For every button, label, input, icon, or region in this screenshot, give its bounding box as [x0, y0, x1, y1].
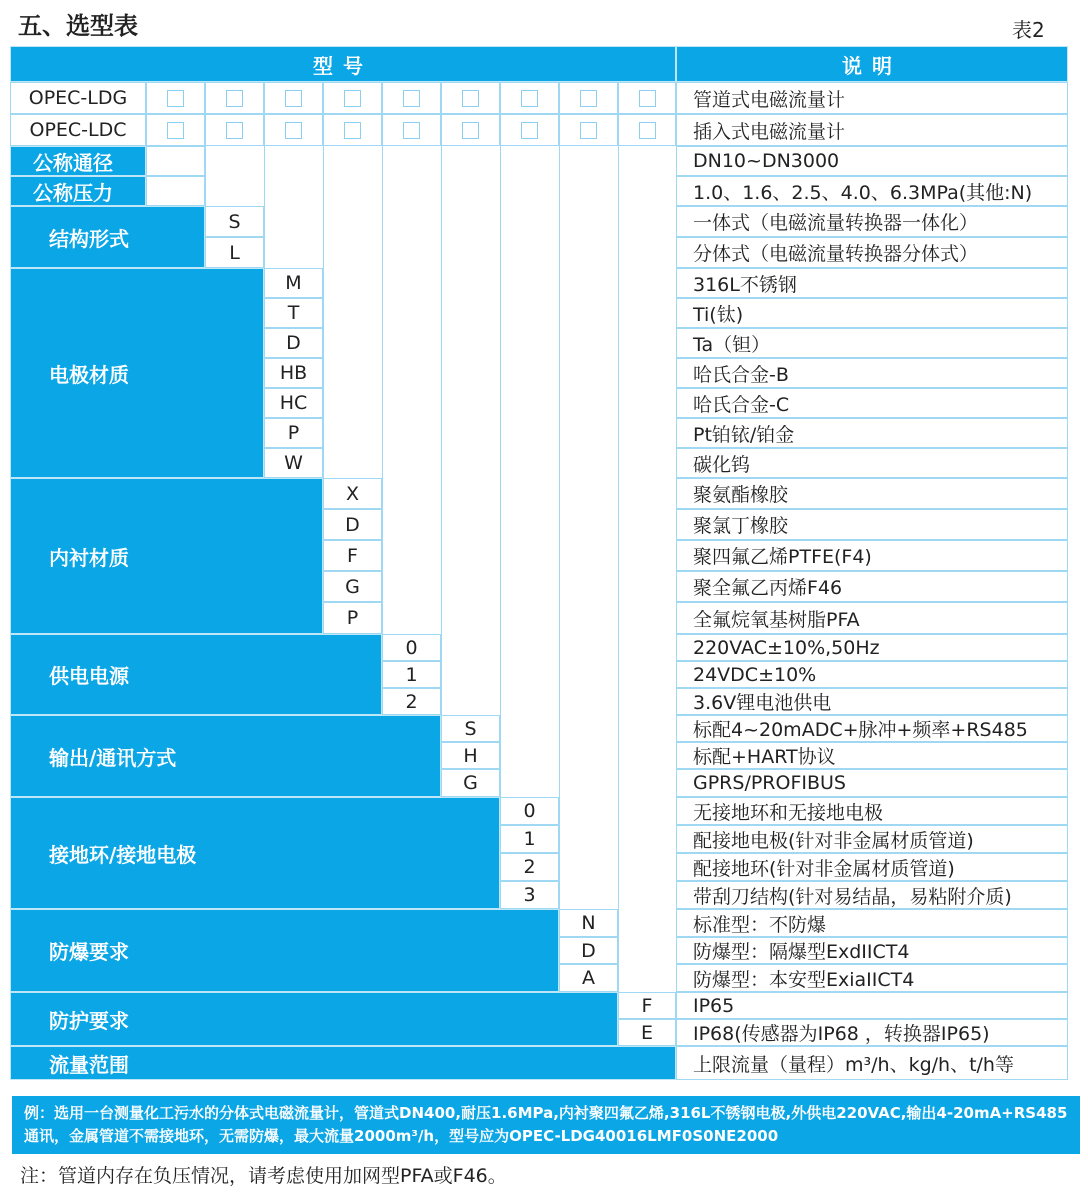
checkbox-icon — [403, 122, 420, 139]
checkbox-icon — [344, 90, 361, 107]
option-desc: 聚氨酯橡胶 — [676, 478, 1068, 509]
option-code[interactable]: L — [205, 237, 264, 268]
option-code[interactable]: S — [205, 206, 264, 237]
checkbox-icon — [226, 122, 243, 139]
group-label: 输出/通讯方式 — [10, 715, 441, 797]
option-desc: 1.0、1.6、2.5、4.0、6.3MPa(其他:N) — [676, 176, 1068, 206]
option-desc: Ti(钛) — [676, 298, 1068, 328]
option-desc: Ta（钽） — [676, 328, 1068, 358]
option-desc: 标配+HART协议 — [676, 742, 1068, 769]
option-code[interactable]: M — [264, 268, 323, 298]
option-desc: 上限流量（量程）m³/h、kg/h、t/h等 — [676, 1046, 1068, 1080]
option-slot[interactable] — [382, 114, 441, 146]
option-desc: IP68(传感器为IP68 ，转换器IP65) — [676, 1019, 1068, 1046]
option-desc: 分体式（电磁流量转换器分体式） — [676, 237, 1068, 268]
option-code[interactable]: T — [264, 298, 323, 328]
option-desc: 一体式（电磁流量转换器一体化） — [676, 206, 1068, 237]
option-desc: 配接地电极(针对非金属材质管道) — [676, 825, 1068, 853]
option-slot[interactable] — [500, 114, 559, 146]
group-label: 防爆要求 — [10, 909, 559, 992]
option-code[interactable]: H — [441, 742, 500, 769]
option-slot[interactable] — [618, 114, 676, 146]
group-label: 防护要求 — [10, 992, 618, 1046]
option-code[interactable]: D — [264, 328, 323, 358]
option-code[interactable]: HB — [264, 358, 323, 388]
checkbox-icon — [521, 122, 538, 139]
option-slot[interactable] — [323, 82, 382, 114]
option-desc: 全氟烷氧基树脂PFA — [676, 602, 1068, 634]
table-number: 表2 — [1012, 18, 1045, 42]
checkbox-icon — [167, 90, 184, 107]
option-code[interactable]: E — [618, 1019, 676, 1046]
option-code[interactable]: 3 — [500, 881, 559, 909]
option-code[interactable]: 2 — [382, 688, 441, 715]
checkbox-icon — [639, 90, 656, 107]
group-label: 流量范围 — [10, 1046, 676, 1080]
option-slot[interactable] — [205, 82, 264, 114]
option-desc: 防爆型：本安型ExiaIICT4 — [676, 964, 1068, 992]
option-desc: 无接地环和无接地电极 — [676, 797, 1068, 825]
option-code[interactable]: HC — [264, 388, 323, 418]
option-slot[interactable] — [559, 82, 618, 114]
model-code: OPEC-LDC — [10, 114, 146, 146]
example-box: 例：选用一台测量化工污水的分体式电磁流量计，管道式DN400,耐压1.6MPa,内衬聚四氟乙烯,316L不锈钢电极,外供电220VAC,输出4-20mA+RS485通讯，金属管道不需接地环，无需防爆，最大流量2000m³/h，型号应为OPEC-LDG40016LMF0S0NE2000 — [12, 1096, 1080, 1154]
option-slot[interactable] — [441, 82, 500, 114]
group-label: 接地环/接地电极 — [10, 797, 500, 909]
checkbox-icon — [580, 122, 597, 139]
option-code[interactable]: G — [323, 571, 382, 602]
option-code[interactable]: A — [559, 964, 618, 992]
option-slot[interactable] — [146, 114, 205, 146]
column-divider — [618, 146, 619, 1080]
option-code[interactable] — [146, 176, 205, 206]
option-code[interactable]: F — [323, 540, 382, 571]
option-code[interactable]: P — [264, 418, 323, 448]
note: 注：管道内存在负压情况，请考虑使用加网型PFA或F46。 — [20, 1165, 507, 1187]
option-slot[interactable] — [618, 82, 676, 114]
checkbox-icon — [462, 90, 479, 107]
section-title: 五、选型表 — [18, 12, 138, 40]
group-label: 公称压力 — [10, 176, 146, 206]
option-slot[interactable] — [500, 82, 559, 114]
option-slot[interactable] — [205, 114, 264, 146]
group-label: 内衬材质 — [10, 478, 323, 634]
option-slot[interactable] — [382, 82, 441, 114]
group-label: 供电电源 — [10, 634, 382, 715]
model-desc: 插入式电磁流量计 — [676, 114, 1068, 146]
option-desc: IP65 — [676, 992, 1068, 1019]
option-code[interactable]: N — [559, 909, 618, 937]
option-code[interactable]: 1 — [500, 825, 559, 853]
option-desc: 聚氯丁橡胶 — [676, 509, 1068, 540]
option-desc: 哈氏合金-B — [676, 358, 1068, 388]
option-desc: 标准型：不防爆 — [676, 909, 1068, 937]
option-code[interactable]: F — [618, 992, 676, 1019]
option-code[interactable]: P — [323, 602, 382, 634]
checkbox-icon — [462, 122, 479, 139]
group-label: 结构形式 — [10, 206, 205, 268]
option-slot[interactable] — [323, 114, 382, 146]
option-desc: 标配4~20mADC+脉冲+频率+RS485 — [676, 715, 1068, 742]
option-desc: 220VAC±10%,50Hz — [676, 634, 1068, 661]
model-code: OPEC-LDG — [10, 82, 146, 114]
checkbox-icon — [285, 122, 302, 139]
option-desc: 带刮刀结构(针对易结晶，易粘附介质) — [676, 881, 1068, 909]
option-code[interactable]: G — [441, 769, 500, 797]
checkbox-icon — [285, 90, 302, 107]
option-desc: 配接地环(针对非金属材质管道) — [676, 853, 1068, 881]
checkbox-icon — [226, 90, 243, 107]
option-desc: 316L不锈钢 — [676, 268, 1068, 298]
option-code[interactable] — [146, 146, 205, 176]
option-desc: 聚全氟乙丙烯F46 — [676, 571, 1068, 602]
option-code[interactable]: 0 — [382, 634, 441, 661]
option-desc: 防爆型：隔爆型ExdIICT4 — [676, 937, 1068, 964]
checkbox-icon — [580, 90, 597, 107]
checkbox-icon — [403, 90, 420, 107]
header-desc: 说明 — [676, 46, 1068, 82]
option-code[interactable]: S — [441, 715, 500, 742]
option-desc: 哈氏合金-C — [676, 388, 1068, 418]
model-desc: 管道式电磁流量计 — [676, 82, 1068, 114]
option-code[interactable]: X — [323, 478, 382, 509]
header-model: 型号 — [10, 46, 676, 82]
option-code[interactable]: 2 — [500, 853, 559, 881]
checkbox-icon — [521, 90, 538, 107]
group-label: 电极材质 — [10, 268, 264, 478]
option-code[interactable]: 0 — [500, 797, 559, 825]
option-slot[interactable] — [264, 82, 323, 114]
option-code[interactable]: D — [559, 937, 618, 964]
option-code[interactable]: 1 — [382, 661, 441, 688]
option-desc: 3.6V锂电池供电 — [676, 688, 1068, 715]
option-slot[interactable] — [559, 114, 618, 146]
group-label: 公称通径 — [10, 146, 146, 176]
option-desc: Pt铂铱/铂金 — [676, 418, 1068, 448]
checkbox-icon — [344, 122, 361, 139]
checkbox-icon — [167, 122, 184, 139]
option-slot[interactable] — [146, 82, 205, 114]
option-desc: 聚四氟乙烯PTFE(F4) — [676, 540, 1068, 571]
option-desc: DN10~DN3000 — [676, 146, 1068, 176]
option-slot[interactable] — [441, 114, 500, 146]
option-desc: 碳化钨 — [676, 448, 1068, 478]
option-code[interactable]: D — [323, 509, 382, 540]
option-code[interactable]: W — [264, 448, 323, 478]
option-desc: 24VDC±10% — [676, 661, 1068, 688]
option-desc: GPRS/PROFIBUS — [676, 769, 1068, 797]
checkbox-icon — [639, 122, 656, 139]
option-slot[interactable] — [264, 114, 323, 146]
